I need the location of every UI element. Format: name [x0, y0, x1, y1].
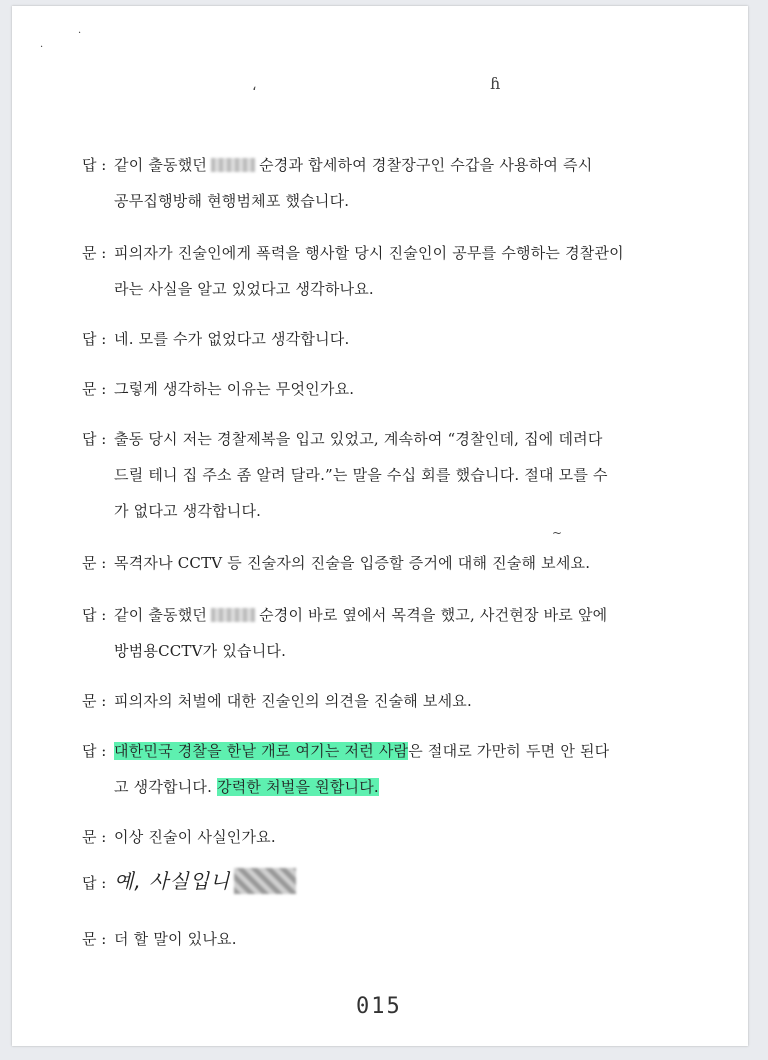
statement-text: 같이 출동했던	[114, 156, 208, 174]
question-text: 이상 진술이 사실인가요.	[114, 828, 276, 846]
statement-text: 은 절대로 가만히 두면 안 된다	[408, 742, 610, 760]
highlighted-text: 강력한 처벌을 원합니다.	[217, 778, 379, 796]
scan-speck: ·	[40, 42, 44, 53]
scan-mark: ،	[252, 78, 257, 94]
redacted-signature	[234, 868, 296, 894]
answer-label: 답 :	[82, 430, 107, 448]
question-label: 문 :	[82, 828, 107, 846]
statement-text: 방범용CCTV가 있습니다.	[114, 642, 287, 660]
question-text: 그렇게 생각하는 이유는 무엇인가요.	[114, 380, 355, 398]
question-text: 피의자의 처벌에 대한 진술인의 의견을 진술해 보세요.	[114, 692, 472, 710]
question-text: 피의자가 진술인에게 폭력을 행사할 당시 진술인이 공무를 수행하는 경찰관이	[114, 244, 624, 262]
statement-text: 드릴 테니 집 주소 좀 알려 달라.”는 말을 수십 회를 했습니다. 절대 모를 수	[114, 466, 608, 484]
redacted-name	[211, 608, 255, 622]
question-label: 문 :	[82, 380, 107, 398]
question-label: 문 :	[82, 244, 107, 262]
question-text: 더 할 말이 있나요.	[114, 930, 237, 948]
initial-mark: ~	[552, 526, 563, 540]
scan-speck: ·	[78, 28, 82, 39]
question-label: 문 :	[82, 692, 107, 710]
highlighted-text: 대한민국 경찰을 한낱 개로 여기는 저런 사람	[114, 742, 409, 760]
statement-text: 공무집행방해 현행범체포 했습니다.	[114, 192, 350, 210]
answer-label: 답 :	[82, 742, 107, 760]
question-label: 문 :	[82, 930, 107, 948]
statement-text: 네. 모를 수가 없었다고 생각합니다.	[114, 330, 350, 348]
page-number: 015	[356, 994, 402, 1019]
statement-text: 출동 당시 저는 경찰제복을 입고 있었고, 계속하여 “경찰인데, 집에 데려다	[114, 430, 603, 448]
question-text: 라는 사실을 알고 있었다고 생각하나요.	[114, 280, 374, 298]
redacted-name	[211, 158, 255, 172]
answer-label: 답 :	[82, 606, 107, 624]
answer-label: 답 :	[82, 156, 107, 174]
statement-text: 가 없다고 생각합니다.	[114, 502, 262, 520]
handwritten-answer: 예, 사실입니	[114, 869, 231, 893]
answer-label: 답 :	[82, 874, 107, 892]
statement-text: 순경이 바로 옆에서 목격을 했고, 사건현장 바로 앞에	[259, 606, 608, 624]
statement-text: 고 생각합니다.	[114, 778, 213, 796]
statement-text: 같이 출동했던	[114, 606, 208, 624]
question-label: 문 :	[82, 554, 107, 572]
statement-text: 순경과 합세하여 경찰장구인 수갑을 사용하여 즉시	[259, 156, 593, 174]
scan-mark: ɦ	[490, 74, 501, 93]
question-text: 목격자나 CCTV 등 진술자의 진술을 입증할 증거에 대해 진술해 보세요.	[114, 554, 591, 572]
answer-label: 답 :	[82, 330, 107, 348]
